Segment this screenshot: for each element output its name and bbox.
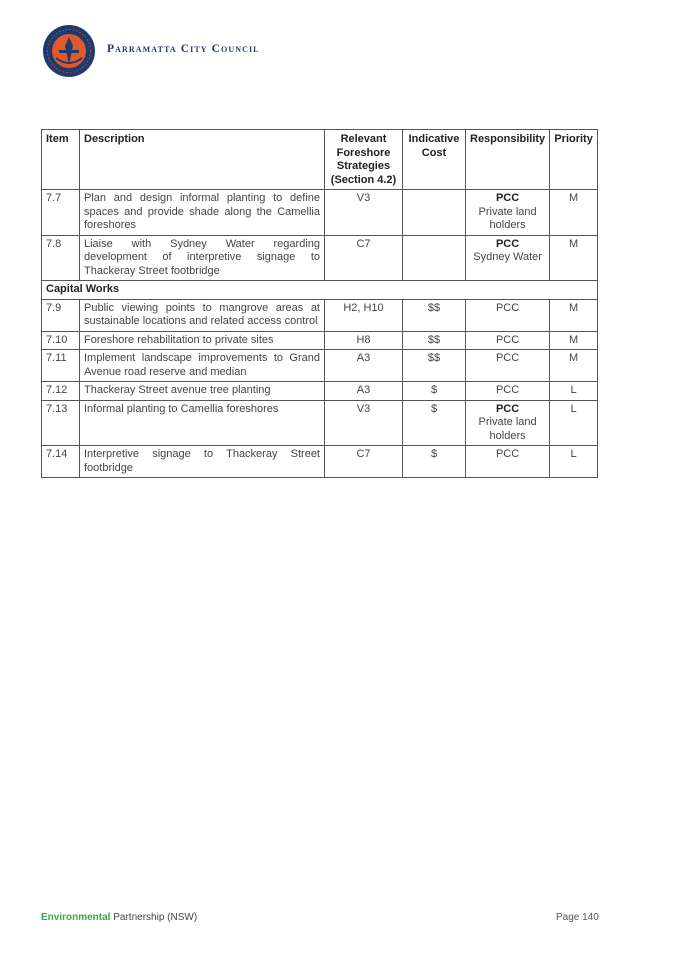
cell-item: 7.10: [42, 331, 80, 350]
cell-item: 7.7: [42, 190, 80, 236]
cell-priority: L: [550, 400, 598, 446]
cell-strategies: A3: [325, 382, 403, 401]
page-number: Page 140: [556, 912, 599, 923]
cell-strategies: V3: [325, 400, 403, 446]
cell-priority: M: [550, 331, 598, 350]
table-row: [42, 446, 598, 478]
cell-description: Informal planting to Camellia foreshores: [80, 400, 325, 446]
cell-responsibility: [466, 235, 550, 281]
action-plan-table: [41, 129, 598, 478]
cell-description: Thackeray Street avenue tree planting: [80, 382, 325, 401]
cell-responsibility: PCC: [466, 446, 550, 478]
cell-responsibility: [466, 190, 550, 236]
responsibility-secondary: Sydney Water: [473, 251, 542, 263]
header-strategies: [325, 130, 403, 190]
cell-description: Interpretive signage to Thackeray Street footbridge: [80, 446, 325, 478]
header-strategies-line: Strategies: [336, 160, 391, 172]
cell-responsibility: PCC: [466, 350, 550, 382]
cell-item: 7.14: [42, 446, 80, 478]
header-cost-line: Cost: [421, 146, 447, 159]
cell-priority: M: [550, 190, 598, 236]
cell-description: Implement landscape improvements to Grand Avenue road reserve and median: [80, 350, 325, 382]
responsibility-primary: PCC: [495, 192, 520, 204]
cell-cost: [403, 190, 466, 236]
cell-description: Public viewing points to mangrove areas at sustainable locations and related access control: [80, 299, 325, 331]
cell-strategies: C7: [325, 235, 403, 281]
cell-cost: $: [403, 382, 466, 401]
footer-organisation: [41, 912, 197, 923]
cell-responsibility: [466, 400, 550, 446]
cell-cost: $: [403, 446, 466, 478]
responsibility-primary: PCC: [495, 237, 520, 250]
cell-description: Plan and design informal planting to define spaces and provide shade along the Camellia foreshores: [80, 190, 325, 236]
cell-description: Foreshore rehabilitation to private sites: [80, 331, 325, 350]
table-row: [42, 190, 598, 236]
section-row: [42, 281, 598, 300]
header-responsibility: Responsibility: [466, 130, 550, 190]
cell-strategies: C7: [325, 446, 403, 478]
cell-strategies: V3: [325, 190, 403, 236]
council-seal-logo: [42, 24, 96, 78]
cell-cost: $: [403, 400, 466, 446]
cell-cost: $$: [403, 350, 466, 382]
cell-priority: M: [550, 350, 598, 382]
header-strategies-line: (Section 4.2): [330, 173, 397, 186]
cell-item: 7.9: [42, 299, 80, 331]
cell-priority: M: [550, 299, 598, 331]
table-row: [42, 350, 598, 382]
cell-cost: [403, 235, 466, 281]
table-header-row: [42, 130, 598, 190]
cell-item: 7.8: [42, 235, 80, 281]
responsibility-secondary: Private land holders: [478, 416, 537, 442]
table-row: [42, 400, 598, 446]
cell-responsibility: PCC: [466, 331, 550, 350]
footer-org-highlight: Environmental: [41, 912, 111, 923]
cell-cost: $$: [403, 331, 466, 350]
cell-strategies: H8: [325, 331, 403, 350]
header-item: Item: [42, 130, 80, 190]
cell-cost: $$: [403, 299, 466, 331]
header-description: Description: [80, 130, 325, 190]
section-title: Capital Works: [42, 281, 598, 300]
cell-description: Liaise with Sydney Water regarding development of interpretive signage to Thackeray Street footbridge: [80, 235, 325, 281]
cell-responsibility: PCC: [466, 382, 550, 401]
table-row: [42, 235, 598, 281]
footer-org-rest: Partnership (NSW): [110, 912, 198, 923]
header-priority: Priority: [550, 130, 598, 190]
header-cost-line: Indicative: [408, 133, 460, 145]
responsibility-secondary: Private land holders: [478, 205, 537, 231]
council-name: Parramatta City Council: [107, 43, 260, 55]
cell-priority: M: [550, 235, 598, 281]
header-cost: [403, 130, 466, 190]
cell-priority: L: [550, 382, 598, 401]
cell-strategies: H2, H10: [325, 299, 403, 331]
cell-priority: L: [550, 446, 598, 478]
table-row: [42, 331, 598, 350]
cell-item: 7.13: [42, 400, 80, 446]
header-strategies-line: Relevant: [340, 133, 387, 145]
header-strategies-line: Foreshore: [336, 146, 391, 159]
responsibility-primary: PCC: [495, 402, 520, 415]
cell-responsibility: PCC: [466, 299, 550, 331]
table-row: [42, 299, 598, 331]
cell-item: 7.11: [42, 350, 80, 382]
cell-item: 7.12: [42, 382, 80, 401]
cell-strategies: A3: [325, 350, 403, 382]
table-row: [42, 382, 598, 401]
